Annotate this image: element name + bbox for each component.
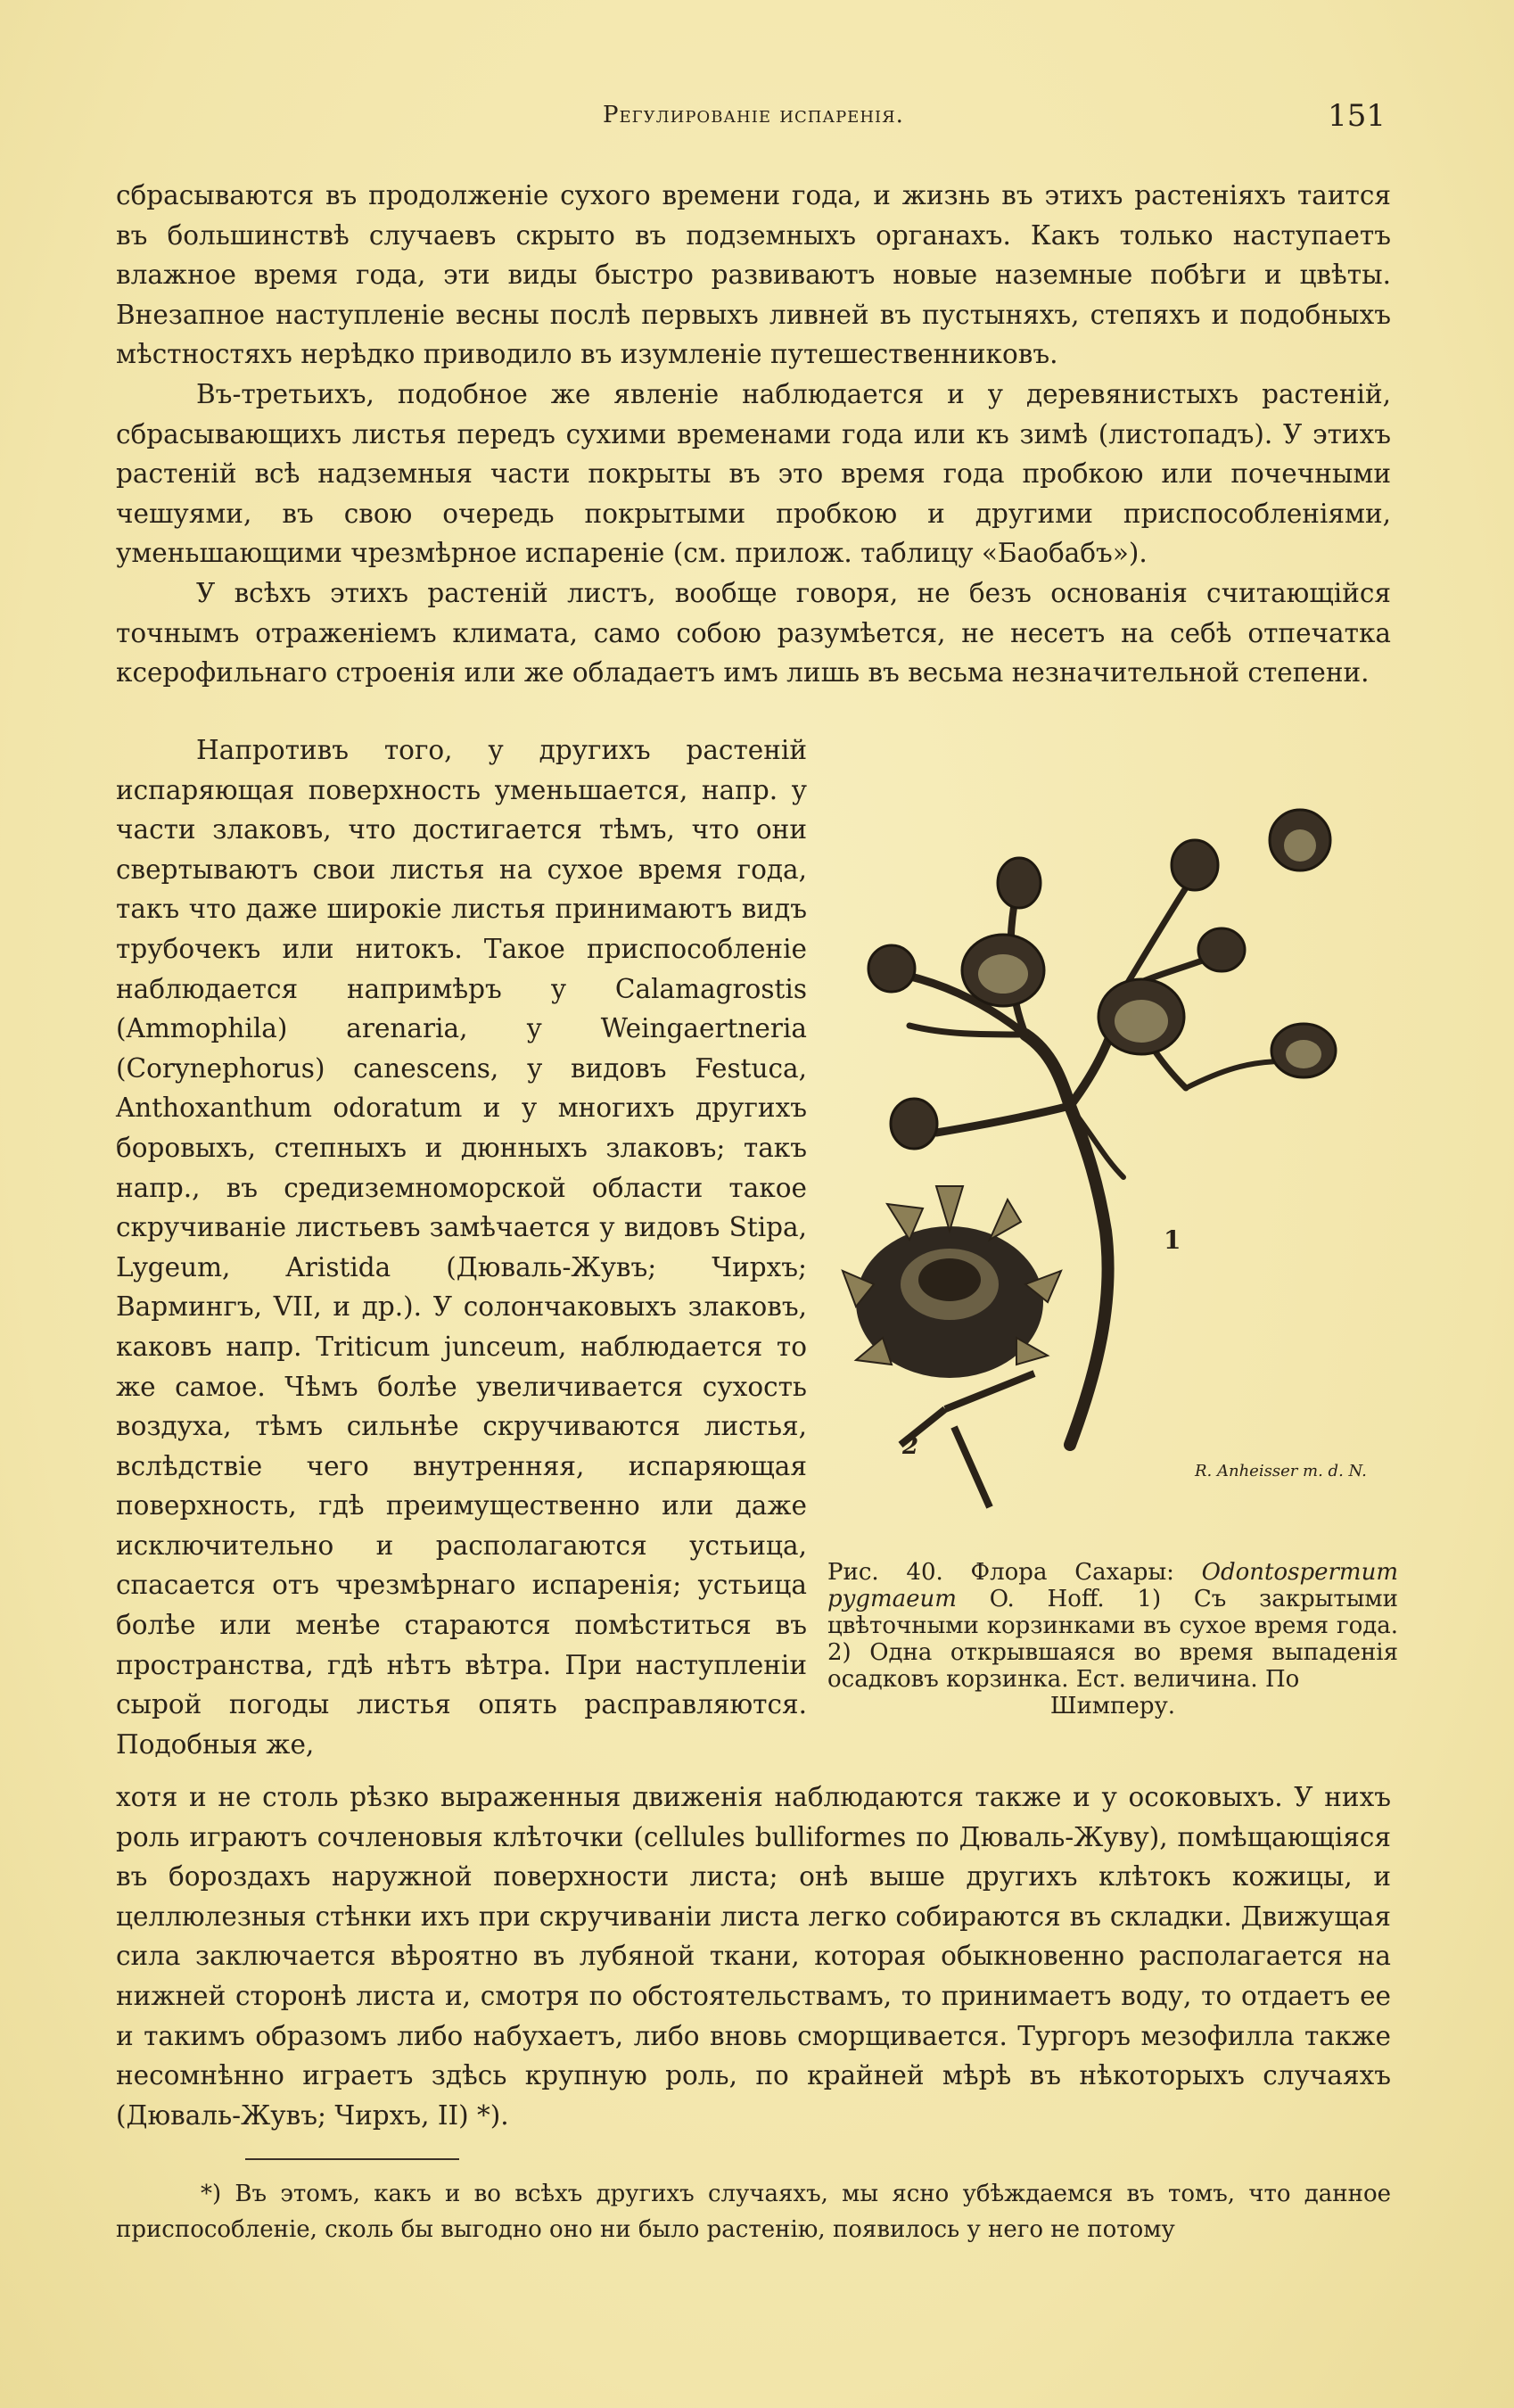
footnote-text: *) Въ этомъ, какъ и во всѣхъ другихъ случаяхъ, мы ясно убѣждаемся въ томъ, что данное приспособленіе, сколь бы выгодно оно ни было растенію, появилось у него не потому bbox=[116, 2181, 1391, 2243]
paragraph-4-wrapped: Напротивъ того, у другихъ растеній испаряющая поверхность уменьшается, напр. у части злаковъ, что достигается тѣмъ, что они свертываютъ свои листья на сухое время года, такъ что даже широкіе листья принимаютъ видъ трубочекъ или нитокъ. Такое приспособленіе наблюдается напримѣръ у Calamagrostis (Ammophila) arenaria, у Weingaertneria (Corynephorus) canescens, у видовъ Festuca, Anthoxanthum odoratum и у многихъ другихъ боровыхъ, степныхъ и дюнныхъ злаковъ; такъ напр., въ средиземноморской области такое скручиваніе листьевъ замѣчается у видовъ Stipa, Lygeum, Aristida (Дюваль-Жувъ; Чирхъ; Вармингъ, VII, и др.). У солончаковыхъ злаковъ, каковъ напр. Triticum junceum, наблюдается то же самое. Чѣмъ болѣе увеличивается сухость воздуха, тѣмъ сильнѣе скручиваются листья, вслѣдствіе чего внутренняя, испаряющая поверхность, гдѣ преимущественно или даже исключительно и располагаются устьица, спасается отъ чрезмѣрнаго испаренія; устьица болѣе или менѣе стараются помѣститься въ пространства, гдѣ нѣтъ вѣтра. При наступленіи сырой погоды листья опять расправляются. Подобныя же, bbox=[116, 735, 807, 1760]
wrapped-text-column bbox=[116, 730, 807, 1764]
open-flower-drawing bbox=[843, 1186, 1061, 1507]
running-head bbox=[116, 98, 1391, 143]
plant-illustration bbox=[802, 767, 1418, 1552]
artist-signature: R. Anheisser m. d. N. bbox=[1195, 1462, 1367, 1480]
caption-rest: O. Hoff. 1) Съ закрытыми цвѣточными корзинками въ сухое время года. 2) Одна открывшаяся во время выпаденія осадковъ корзинка. Ест. величина. По bbox=[827, 1586, 1398, 1693]
figure-40 bbox=[802, 767, 1418, 1552]
caption-species: Odontospermum pygmaeum bbox=[827, 1559, 1398, 1612]
figure-caption bbox=[827, 1559, 1398, 1719]
paragraph-4-continued: хотя и не столь рѣзко выраженныя движенія наблюдаются также и у осоковыхъ. У нихъ роль играютъ сочленовыя клѣточки (cellules bulliformes по Дюваль-Жуву), помѣщающіяся въ бороздахъ наружной поверхности листа; онѣ выше другихъ клѣтокъ кожицы, и целлюлезныя стѣнки ихъ при скручиваніи листа легко собираются въ складки. Движущая сила заключается вѣроятно въ лубяной ткани, которая обыкновенно располагается на нижней сторонѣ листа и, смотря по обстоятельствамъ, то принимаетъ воду, то отдаетъ ее и такимъ образомъ либо набухаетъ, либо вновь сморщивается. Тургоръ мезофилла также несомнѣнно играетъ здѣсь крупную роль, по крайней мѣрѣ въ нѣкоторыхъ случаяхъ (Дюваль-Жувъ; Чирхъ, II) *). bbox=[116, 1782, 1391, 2131]
figure-label-2: 2 bbox=[902, 1433, 919, 1460]
page-number: 151 bbox=[1328, 98, 1386, 134]
closed-flower-heads bbox=[868, 810, 1336, 1149]
paragraph-1: сбрасываются въ продолженіе сухого времени года, и жизнь въ этихъ растеніяхъ таится въ большинствѣ случаевъ скрыто въ подземныхъ органахъ. Какъ только наступаетъ влажное время года, эти виды быстро развиваютъ новые наземные побѣги и цвѣты. Внезапное наступленіе весны послѣ первыхъ ливней въ пустыняхъ, степяхъ и подобныхъ мѣстностяхъ нерѣдко приводило въ изумленіе путешественниковъ. bbox=[116, 180, 1391, 370]
caption-last: Шимперу. bbox=[1049, 1693, 1176, 1719]
footnote-rule bbox=[245, 2158, 459, 2160]
paragraph-3: У всѣхъ этихъ растеній листъ, вообще говоря, не безъ основанія считающійся точнымъ отраженіемъ климата, само собою разумѣется, не несетъ на себѣ отпечатка ксерофильнаго строенія или же обладаетъ имъ лишь въ весьма незначительной степени. bbox=[116, 577, 1391, 689]
running-title: Регулированіе испаренія. bbox=[603, 102, 904, 128]
paragraph-2: Въ-третьихъ, подобное же явленіе наблюдается и у деревянистыхъ растеній, сбрасывающихъ листья передъ сухими временами года или къ зимѣ (листопадъ). У этихъ растеній всѣ надземныя части покрыты въ это время года пробкою или почечными чешуями, въ свою очередь покрытыми пробкою и другими приспособленіями, уменьшающими чрезмѣрное испареніе (см. прилож. таблицу «Баобабъ»). bbox=[116, 378, 1391, 569]
figure-label-1: 1 bbox=[1164, 1225, 1181, 1255]
bottom-text-block bbox=[116, 1777, 1391, 2135]
footnote bbox=[116, 2176, 1391, 2247]
top-text-block bbox=[116, 176, 1391, 693]
caption-lead: Рис. 40. Флора Сахары: bbox=[827, 1559, 1202, 1586]
